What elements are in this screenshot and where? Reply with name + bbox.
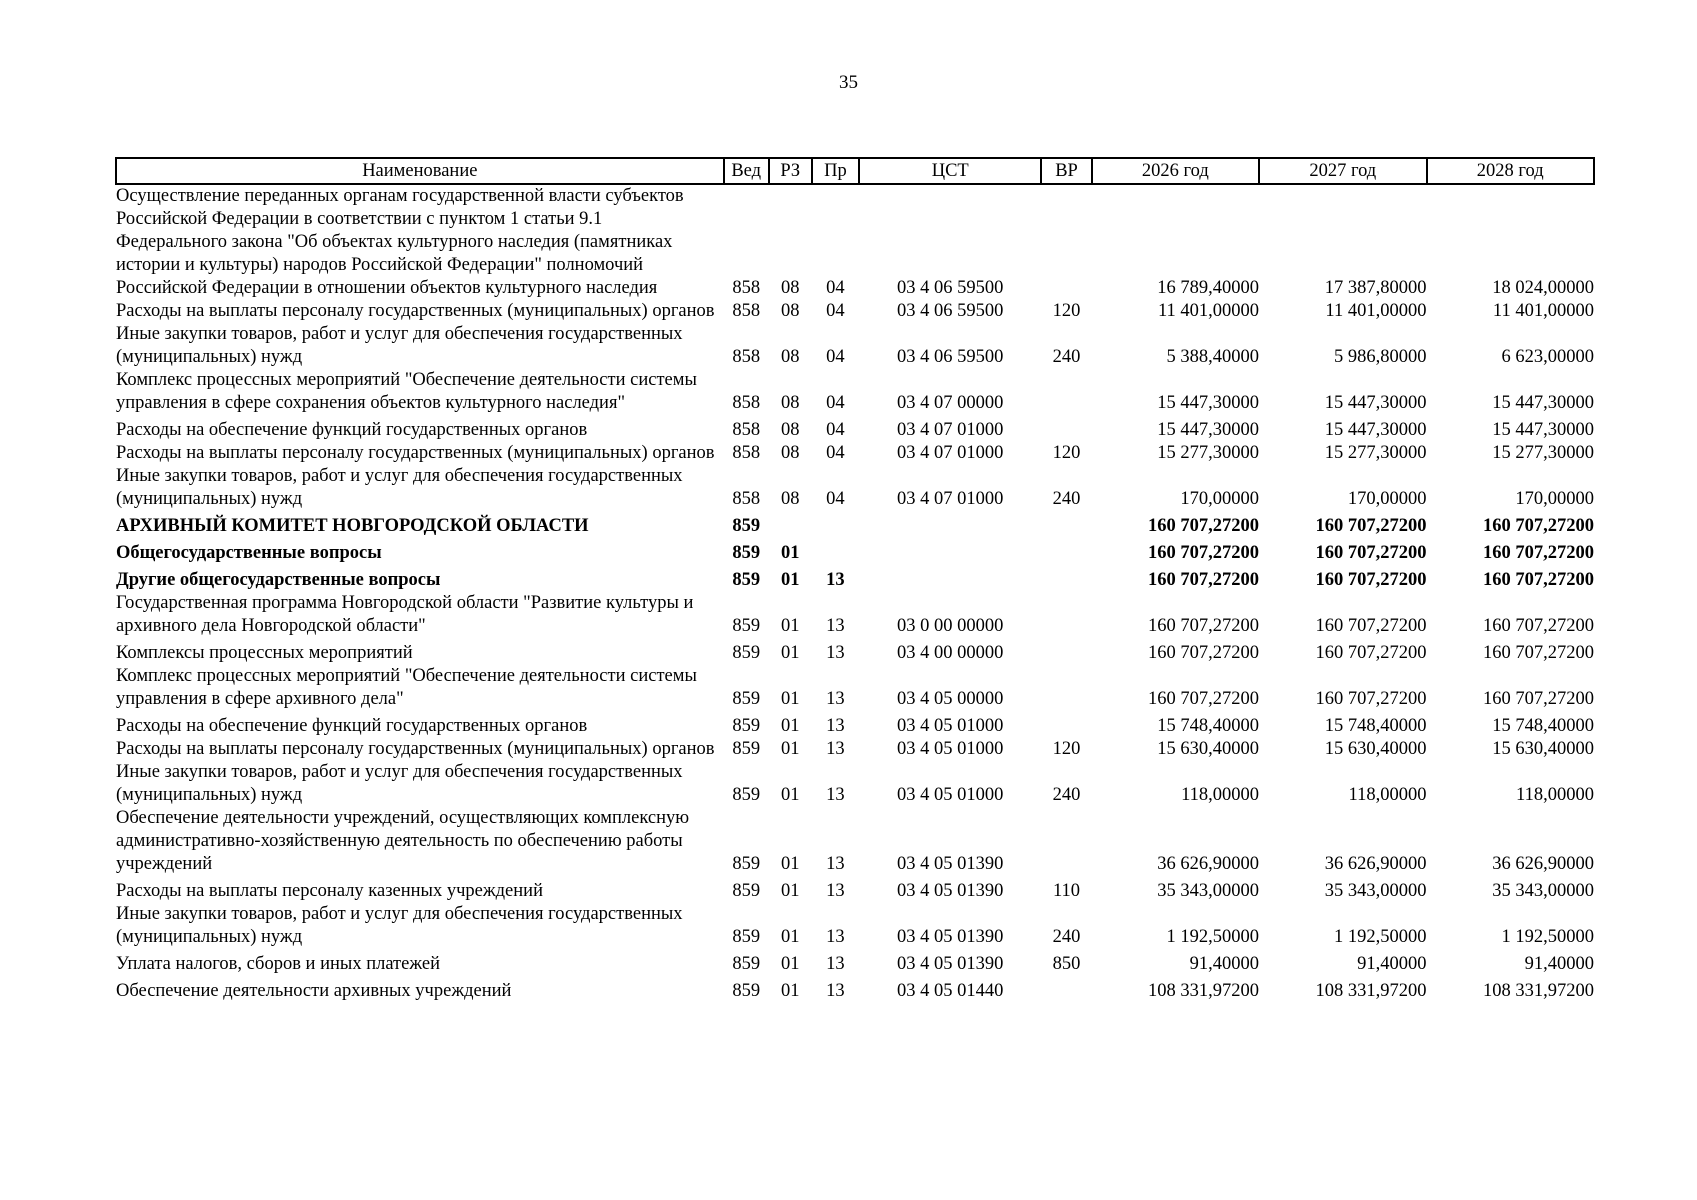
cell-name: Расходы на выплаты персоналу государственных (муниципальных) органов xyxy=(116,739,715,759)
cell-ved: 859 xyxy=(732,543,761,563)
cell-ved: 859 xyxy=(732,643,761,663)
cell-2026: 5 388,40000 xyxy=(1166,347,1260,367)
cell-vr xyxy=(1041,415,1091,442)
cell-name: Иные закупки товаров, работ и услуг для обеспечения государственных (муниципальных) нужд xyxy=(116,762,683,805)
cell-ved: 858 xyxy=(732,393,761,413)
cell-2027: 36 626,90000 xyxy=(1324,854,1427,874)
cell-2028: 15 277,30000 xyxy=(1492,443,1594,463)
table-row xyxy=(116,665,1594,711)
cell-cst xyxy=(859,538,1041,565)
cell-cst: 03 4 05 01390 xyxy=(897,881,1004,901)
cell-pr: 04 xyxy=(826,489,845,509)
cell-2027: 160 707,27200 xyxy=(1315,689,1427,709)
cell-vr: 850 xyxy=(1052,954,1081,974)
cell-pr: 13 xyxy=(826,716,845,736)
cell-rz: 01 xyxy=(781,954,800,974)
cell-ved: 859 xyxy=(732,739,761,759)
cell-pr: 13 xyxy=(826,981,845,1001)
cell-pr: 13 xyxy=(826,881,845,901)
cell-ved: 859 xyxy=(732,854,761,874)
cell-rz: 01 xyxy=(781,616,800,636)
header-pr: Пр xyxy=(812,158,859,184)
cell-name: Иные закупки товаров, работ и услуг для обеспечения государственных (муниципальных) нужд xyxy=(116,466,683,509)
cell-pr: 04 xyxy=(826,443,845,463)
cell-ved: 859 xyxy=(732,981,761,1001)
cell-2028: 160 707,27200 xyxy=(1483,516,1594,536)
cell-2027: 15 630,40000 xyxy=(1324,739,1427,759)
cell-rz: 01 xyxy=(781,927,800,947)
cell-pr: 13 xyxy=(826,927,845,947)
cell-pr: 13 xyxy=(826,785,845,805)
header-2028: 2028 год xyxy=(1427,158,1595,184)
cell-2028: 36 626,90000 xyxy=(1492,854,1594,874)
cell-pr: 13 xyxy=(826,616,845,636)
cell-vr xyxy=(1041,184,1091,300)
cell-2027: 5 986,80000 xyxy=(1334,347,1427,367)
cell-cst: 03 4 05 01000 xyxy=(897,785,1004,805)
cell-vr xyxy=(1041,638,1091,665)
cell-pr xyxy=(812,538,859,565)
cell-ved: 859 xyxy=(732,927,761,947)
cell-cst: 03 4 05 00000 xyxy=(897,689,1004,709)
cell-2028: 160 707,27200 xyxy=(1483,643,1594,663)
cell-vr: 240 xyxy=(1052,785,1081,805)
cell-vr xyxy=(1041,592,1091,638)
cell-2027: 35 343,00000 xyxy=(1324,881,1427,901)
cell-2028: 160 707,27200 xyxy=(1483,570,1594,590)
cell-pr: 04 xyxy=(826,393,845,413)
cell-vr: 120 xyxy=(1052,739,1081,759)
cell-2026: 15 630,40000 xyxy=(1157,739,1260,759)
cell-cst: 03 4 06 59500 xyxy=(897,278,1004,298)
cell-2026: 91,40000 xyxy=(1189,954,1260,974)
cell-pr xyxy=(812,511,859,538)
cell-ved: 859 xyxy=(732,516,761,536)
cell-cst: 03 0 00 00000 xyxy=(897,616,1004,636)
cell-cst: 03 4 05 01000 xyxy=(897,716,1004,736)
cell-2027: 91,40000 xyxy=(1357,954,1427,974)
header-name: Наименование xyxy=(116,158,724,184)
cell-2028: 15 447,30000 xyxy=(1492,420,1594,440)
cell-2028: 160 707,27200 xyxy=(1483,543,1594,563)
cell-cst: 03 4 06 59500 xyxy=(897,347,1004,367)
cell-ved: 859 xyxy=(732,716,761,736)
cell-pr: 04 xyxy=(826,420,845,440)
table-row xyxy=(116,711,1594,738)
cell-rz: 01 xyxy=(781,570,800,590)
cell-name: АРХИВНЫЙ КОМИТЕТ НОВГОРОДСКОЙ ОБЛАСТИ xyxy=(116,516,589,536)
cell-rz: 01 xyxy=(781,785,800,805)
cell-rz xyxy=(769,511,812,538)
cell-2027: 118,00000 xyxy=(1348,785,1427,805)
cell-2027: 160 707,27200 xyxy=(1315,516,1427,536)
cell-cst: 03 4 07 01000 xyxy=(897,443,1004,463)
cell-ved: 858 xyxy=(732,278,761,298)
cell-rz: 08 xyxy=(781,278,800,298)
cell-ved: 858 xyxy=(732,443,761,463)
table-row xyxy=(116,903,1594,949)
cell-2026: 118,00000 xyxy=(1181,785,1260,805)
cell-2026: 160 707,27200 xyxy=(1148,689,1260,709)
cell-cst: 03 4 05 01390 xyxy=(897,954,1004,974)
cell-2026: 36 626,90000 xyxy=(1157,854,1260,874)
table-header xyxy=(116,158,1594,184)
cell-2027: 160 707,27200 xyxy=(1315,616,1427,636)
cell-2026: 160 707,27200 xyxy=(1148,543,1260,563)
cell-2027: 108 331,97200 xyxy=(1315,981,1427,1001)
table-row xyxy=(116,638,1594,665)
cell-pr: 04 xyxy=(826,347,845,367)
cell-2026: 16 789,40000 xyxy=(1157,278,1260,298)
cell-rz: 01 xyxy=(781,643,800,663)
cell-ved: 858 xyxy=(732,347,761,367)
cell-vr: 110 xyxy=(1052,881,1081,901)
cell-name: Расходы на обеспечение функций государственных органов xyxy=(116,420,588,440)
cell-2026: 11 401,00000 xyxy=(1157,301,1260,321)
table-row xyxy=(116,184,1594,300)
table-row xyxy=(116,976,1594,1003)
table-row xyxy=(116,300,1594,323)
table-row xyxy=(116,465,1594,511)
cell-2028: 15 748,40000 xyxy=(1492,716,1594,736)
cell-2026: 160 707,27200 xyxy=(1148,616,1260,636)
cell-2026: 35 343,00000 xyxy=(1157,881,1260,901)
cell-ved: 859 xyxy=(732,785,761,805)
cell-vr xyxy=(1041,711,1091,738)
cell-cst: 03 4 07 00000 xyxy=(897,393,1004,413)
cell-cst: 03 4 07 01000 xyxy=(897,489,1004,509)
cell-ved: 859 xyxy=(732,954,761,974)
table-row xyxy=(116,738,1594,761)
cell-vr xyxy=(1041,565,1091,592)
cell-2027: 15 748,40000 xyxy=(1324,716,1427,736)
cell-name: Общегосударственные вопросы xyxy=(116,543,382,563)
cell-pr: 13 xyxy=(826,689,845,709)
cell-2028: 18 024,00000 xyxy=(1492,278,1594,298)
table-row xyxy=(116,538,1594,565)
table-row xyxy=(116,369,1594,415)
cell-name: Иные закупки товаров, работ и услуг для обеспечения государственных (муниципальных) нужд xyxy=(116,904,683,947)
header-ved: Вед xyxy=(724,158,769,184)
cell-2026: 15 277,30000 xyxy=(1157,443,1260,463)
cell-2027: 15 277,30000 xyxy=(1324,443,1427,463)
table-row xyxy=(116,761,1594,807)
cell-2026: 15 447,30000 xyxy=(1157,393,1260,413)
cell-rz: 01 xyxy=(781,981,800,1001)
cell-2026: 160 707,27200 xyxy=(1148,570,1260,590)
cell-2027: 170,00000 xyxy=(1347,489,1427,509)
cell-vr: 240 xyxy=(1052,927,1081,947)
cell-2028: 160 707,27200 xyxy=(1483,689,1594,709)
cell-2026: 170,00000 xyxy=(1180,489,1260,509)
cell-2028: 1 192,50000 xyxy=(1501,927,1594,947)
header-cst: ЦСТ xyxy=(859,158,1041,184)
table-row xyxy=(116,565,1594,592)
cell-rz: 01 xyxy=(781,854,800,874)
cell-pr: 13 xyxy=(826,739,845,759)
cell-rz: 08 xyxy=(781,393,800,413)
cell-2027: 160 707,27200 xyxy=(1315,570,1427,590)
cell-vr xyxy=(1041,511,1091,538)
cell-2027: 160 707,27200 xyxy=(1315,543,1427,563)
cell-2028: 15 447,30000 xyxy=(1492,393,1594,413)
header-2027: 2027 год xyxy=(1259,158,1426,184)
cell-name: Комплексы процессных мероприятий xyxy=(116,643,413,663)
cell-name: Расходы на выплаты персоналу государственных (муниципальных) органов xyxy=(116,301,715,321)
cell-2028: 35 343,00000 xyxy=(1492,881,1594,901)
cell-cst xyxy=(859,511,1041,538)
table-row xyxy=(116,323,1594,369)
cell-2027: 1 192,50000 xyxy=(1334,927,1427,947)
cell-vr: 240 xyxy=(1052,489,1081,509)
cell-cst: 03 4 05 01440 xyxy=(897,981,1004,1001)
cell-2026: 15 447,30000 xyxy=(1157,420,1260,440)
cell-pr: 13 xyxy=(826,854,845,874)
cell-cst: 03 4 05 01390 xyxy=(897,854,1004,874)
cell-2028: 11 401,00000 xyxy=(1492,301,1594,321)
cell-rz: 08 xyxy=(781,347,800,367)
cell-rz: 01 xyxy=(781,689,800,709)
cell-vr: 120 xyxy=(1052,443,1081,463)
cell-name: Осуществление переданных органам государственной власти субъектов Российской Федерации в соответствии с пунктом 1 статьи 9.1 Федерального закона "Об объектах культурного наследия (памятниках истории и культуры) народов Российской Федерации" полномочий Российской Федерации в отношении объектов культурного наследия xyxy=(116,186,684,298)
cell-2028: 170,00000 xyxy=(1515,489,1594,509)
cell-name: Расходы на обеспечение функций государственных органов xyxy=(116,716,588,736)
cell-2028: 108 331,97200 xyxy=(1483,981,1594,1001)
cell-cst: 03 4 06 59500 xyxy=(897,301,1004,321)
cell-2026: 160 707,27200 xyxy=(1148,643,1260,663)
cell-ved: 858 xyxy=(732,489,761,509)
cell-cst: 03 4 00 00000 xyxy=(897,643,1004,663)
cell-vr xyxy=(1041,369,1091,415)
cell-2027: 17 387,80000 xyxy=(1324,278,1427,298)
cell-name: Уплата налогов, сборов и иных платежей xyxy=(116,954,441,974)
table-row xyxy=(116,876,1594,903)
cell-2028: 160 707,27200 xyxy=(1483,616,1594,636)
cell-2028: 91,40000 xyxy=(1524,954,1594,974)
cell-vr: 120 xyxy=(1052,301,1081,321)
cell-ved: 858 xyxy=(732,301,761,321)
cell-name: Расходы на выплаты персоналу государственных (муниципальных) органов xyxy=(116,443,715,463)
header-row xyxy=(116,158,1594,184)
table-row xyxy=(116,949,1594,976)
cell-2028: 6 623,00000 xyxy=(1501,347,1594,367)
table-row xyxy=(116,442,1594,465)
cell-name: Комплекс процессных мероприятий "Обеспечение деятельности системы управления в сфере архивного дела" xyxy=(116,666,697,709)
cell-2027: 15 447,30000 xyxy=(1324,420,1427,440)
cell-ved: 859 xyxy=(732,689,761,709)
cell-vr xyxy=(1041,807,1091,876)
cell-ved: 859 xyxy=(732,881,761,901)
cell-rz: 01 xyxy=(781,739,800,759)
cell-vr: 240 xyxy=(1052,347,1081,367)
cell-pr: 13 xyxy=(826,954,845,974)
page-number: 35 xyxy=(839,72,858,93)
cell-2028: 15 630,40000 xyxy=(1492,739,1594,759)
cell-2027: 160 707,27200 xyxy=(1315,643,1427,663)
cell-2027: 11 401,00000 xyxy=(1325,301,1427,321)
cell-2027: 15 447,30000 xyxy=(1324,393,1427,413)
cell-pr: 04 xyxy=(826,278,845,298)
cell-rz: 08 xyxy=(781,489,800,509)
cell-name: Государственная программа Новгородской области "Развитие культуры и архивного дела Новгородской области" xyxy=(116,593,694,636)
cell-name: Обеспечение деятельности архивных учреждений xyxy=(116,981,512,1001)
table-row xyxy=(116,415,1594,442)
table-row xyxy=(116,592,1594,638)
cell-rz: 08 xyxy=(781,420,800,440)
cell-rz: 08 xyxy=(781,301,800,321)
cell-name: Другие общегосударственные вопросы xyxy=(116,570,441,590)
budget-table xyxy=(115,157,1595,1003)
cell-rz: 01 xyxy=(781,543,800,563)
header-2026: 2026 год xyxy=(1092,158,1259,184)
cell-cst: 03 4 07 01000 xyxy=(897,420,1004,440)
cell-vr xyxy=(1041,538,1091,565)
cell-vr xyxy=(1041,976,1091,1003)
table-row xyxy=(116,807,1594,876)
cell-2026: 108 331,97200 xyxy=(1148,981,1260,1001)
table-body xyxy=(116,184,1594,1003)
cell-2028: 118,00000 xyxy=(1516,785,1594,805)
cell-name: Расходы на выплаты персоналу казенных учреждений xyxy=(116,881,543,901)
cell-cst: 03 4 05 01390 xyxy=(897,927,1004,947)
cell-name: Обеспечение деятельности учреждений, осуществляющих комплексную административно-хозяйственную деятельность по обеспечению работы учреждений xyxy=(116,808,690,874)
cell-cst: 03 4 05 01000 xyxy=(897,739,1004,759)
table-row xyxy=(116,511,1594,538)
cell-rz: 08 xyxy=(781,443,800,463)
cell-cst xyxy=(859,565,1041,592)
cell-pr: 13 xyxy=(826,643,845,663)
cell-pr: 04 xyxy=(826,301,845,321)
cell-ved: 859 xyxy=(732,616,761,636)
cell-pr: 13 xyxy=(826,570,845,590)
cell-2026: 15 748,40000 xyxy=(1157,716,1260,736)
cell-ved: 858 xyxy=(732,420,761,440)
cell-name: Иные закупки товаров, работ и услуг для обеспечения государственных (муниципальных) нужд xyxy=(116,324,683,367)
cell-ved: 859 xyxy=(732,570,761,590)
cell-2026: 160 707,27200 xyxy=(1148,516,1260,536)
header-vr: ВР xyxy=(1041,158,1091,184)
cell-2026: 1 192,50000 xyxy=(1166,927,1260,947)
cell-rz: 01 xyxy=(781,881,800,901)
header-rz: РЗ xyxy=(769,158,812,184)
cell-vr xyxy=(1041,665,1091,711)
cell-rz: 01 xyxy=(781,716,800,736)
cell-name: Комплекс процессных мероприятий "Обеспечение деятельности системы управления в сфере сохранения объектов культурного наследия" xyxy=(116,370,697,413)
